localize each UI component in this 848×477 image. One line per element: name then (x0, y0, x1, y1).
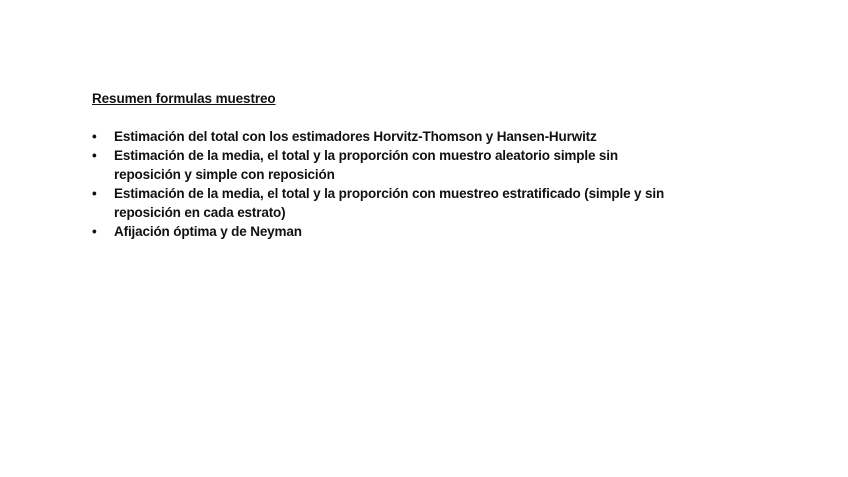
list-item-text: Afijación óptima y de Neyman (114, 224, 302, 239)
bullet-icon: • (92, 148, 97, 163)
list-item (92, 146, 672, 184)
list-item-text: Estimación del total con los estimadores Horvitz-Thomson y Hansen-Hurwitz (114, 129, 597, 144)
list-item (92, 184, 672, 222)
bullet-icon: • (92, 129, 97, 144)
list-item-text: Estimación de la media, el total y la proporción con muestreo estratificado (simple y sin reposición en cada estrato) (114, 186, 665, 220)
bullet-icon: • (92, 224, 97, 239)
list-item (92, 222, 672, 241)
bullet-icon: • (92, 186, 97, 201)
page-title: Resumen formulas muestreo (92, 91, 276, 106)
slide-content (92, 89, 672, 241)
list-item-text: Estimación de la media, el total y la proporción con muestro aleatorio simple sin reposición y simple con reposición (114, 148, 618, 182)
list-item (92, 127, 672, 146)
bullet-list (92, 127, 672, 241)
